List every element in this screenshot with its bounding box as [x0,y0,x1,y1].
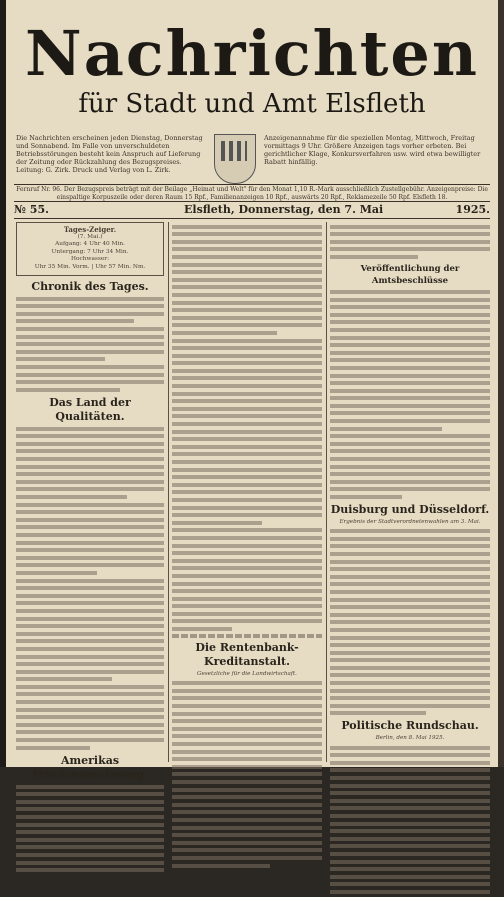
text-line [330,859,490,865]
text-line [330,486,490,492]
text-line [330,410,490,416]
text-line [16,471,164,477]
price-info [16,186,488,201]
text-line [330,604,490,610]
headline-chronik: Chronik des Tages. [31,279,149,293]
text-line [330,805,490,811]
text-line [330,798,490,804]
text-line [16,356,105,362]
text-line [16,296,164,302]
text-line [330,680,490,686]
headline-amtsbeschluesse: Veröffentlichung der Amtsbeschlüsse [360,263,460,286]
text-line [330,828,490,834]
text-line [16,486,164,492]
text-line [16,334,164,340]
text-line [330,297,490,303]
dateline-berlin: Berlin, den 8. Mai 1925. [375,735,445,742]
text-line [16,578,164,584]
text-line [16,654,164,660]
text-line [172,459,322,465]
text-line [172,520,262,526]
text-line [16,494,127,500]
text-line [330,813,490,819]
text-line [16,349,164,355]
text-line [330,479,490,485]
text-line [330,597,490,603]
text-line [16,707,164,713]
text-line [330,635,490,641]
text-line [330,874,490,880]
section-divider [172,634,322,638]
text-line [16,661,164,667]
text-line [172,535,322,541]
text-line [172,787,322,793]
text-line [330,441,490,447]
text-line [330,418,490,424]
text-line [330,790,490,796]
text-line [172,474,322,480]
text-line [330,745,490,751]
text-line [16,623,164,629]
text-line [16,860,164,866]
text-line [172,611,322,617]
text-line [330,642,490,648]
text-line [172,817,322,823]
text-line [172,726,322,732]
text-line [172,262,322,268]
text-line [330,821,490,827]
text-line [172,277,322,283]
text-line [16,646,164,652]
text-line [16,540,164,546]
text-line [330,843,490,849]
text-line [330,703,490,709]
text-line [16,570,97,576]
text-line [172,345,322,351]
header-right-notice: Anzeigenannahme für die speziellen Montag, Mittwoch, Freitag vormittags 9 Uhr. Größere Anzeigen tags vorher erbeten. Bei gerichtlicher Klage, Konkursverfahren usw. wird etwa bewilligter Rabatt hinfällig. [264,134,481,166]
text-line [330,388,490,394]
text-line [172,307,322,313]
text-line [16,479,164,485]
text-line [330,619,490,625]
text-line [172,444,322,450]
sunrise: Aufgang: 4 Uhr 40 Min. [55,241,125,248]
text-line [172,413,322,419]
text-line [16,676,112,682]
coat-of-arms-icon [214,134,256,184]
text-line [16,341,164,347]
text-line [330,304,490,310]
text-line [330,581,490,587]
text-line [16,791,164,797]
text-line [172,558,322,564]
text-line [330,574,490,580]
text-line [330,566,490,572]
newspaper-page [6,0,498,781]
text-line [16,784,164,790]
text-line [330,312,490,318]
text-line [330,627,490,633]
text-line [16,456,164,462]
text-line [172,246,322,252]
headline-politische-rundschau: Politische Rundschau. [341,719,479,733]
text-line [172,421,322,427]
text-line [172,764,322,770]
text-line [330,695,490,701]
text-line [172,269,322,275]
text-line [16,318,134,324]
issue-number: № 55. [14,203,49,216]
text-line [172,467,322,473]
dateline-bottom-rule [14,218,490,219]
text-line [172,254,322,260]
text-line [16,562,164,568]
text-line [16,699,164,705]
text-line [16,532,164,538]
text-line [172,330,277,336]
text-line [330,395,490,401]
text-line [330,752,490,758]
text-line [16,852,164,858]
text-line [16,722,164,728]
text-line [330,589,490,595]
text-line [16,829,164,835]
text-line [172,779,322,785]
scan-right-edge [498,0,504,767]
sunset: Untergang: 7 Uhr 34 Min. [51,248,129,255]
text-line [172,588,322,594]
location-tag: Elsfleth 18. [412,193,448,201]
price-text: Der Bezugspreis beträgt mit der Beilage „Heimat und Welt" für den Monat 1,10 R.-Mark ausschließlich Zustellgebühr. Anzeigenpreise: Die einspaltige Korpuszeile oder deren Raum 15 Rpf., Familienanzeigen 10 Rpf., auswärts 20 Rpf., Reklamezeile 50 Rpf. [56,186,488,201]
headline-amerikas-friedensmahnung: Amerikas Friedensmahnung. [32,753,148,781]
text-line [16,737,164,743]
text-line [330,836,490,842]
text-line [172,284,322,290]
text-line [330,551,490,557]
text-line [330,426,442,432]
text-line [172,550,322,556]
text-line [172,527,322,533]
text-line [330,760,490,766]
text-line [172,832,322,838]
text-line [16,729,164,735]
text-line [172,292,322,298]
text-line [330,231,490,237]
text-line [172,718,322,724]
text-line [172,711,322,717]
text-line [172,231,322,237]
text-line [330,289,490,295]
text-line [172,383,322,389]
headline-rentenbank: Die Rentenbank-Kreditanstalt. [195,641,299,669]
text-line [16,441,164,447]
text-line [16,814,164,820]
masthead-subtitle: für Stadt und Amt Elsfleth [78,89,426,119]
column-3 [330,222,490,897]
text-line [172,603,322,609]
high-water-times: Uhr 35 Min. Vorm. | Uhr 57 Min. Nm. [34,263,146,270]
text-line [172,618,322,624]
text-line [172,695,322,701]
text-line [330,889,490,895]
text-line [330,866,490,872]
text-line [172,398,322,404]
text-line [172,375,322,381]
text-line [16,837,164,843]
dateline-top-rule [14,201,490,202]
text-line [172,497,322,503]
text-line [172,802,322,808]
text-line [172,703,322,709]
text-line [172,482,322,488]
tages-zeiger-title: Tages-Zeiger. [63,225,117,234]
text-line [16,806,164,812]
text-line [330,471,490,477]
text-line [172,749,322,755]
text-line [172,855,322,861]
text-line [172,733,322,739]
text-line [172,825,322,831]
text-line [16,426,164,432]
text-line [172,771,322,777]
text-line [330,350,490,356]
headline-duisburg-duesseldorf: Duisburg und Düsseldorf. [330,503,490,516]
column-rule-1 [168,222,169,762]
text-line [16,867,164,873]
text-line [16,524,164,530]
text-line [330,559,490,565]
text-line [172,406,322,412]
header-divider [14,184,490,185]
subheadline-rentenbank: Gesetzliche für die Landwirtschaft. [197,671,297,678]
text-line [16,844,164,850]
column-1 [16,222,164,875]
text-line [16,822,164,828]
text-line [172,368,322,374]
text-line [16,547,164,553]
text-line [16,509,164,515]
text-line [330,494,402,500]
text-line [16,364,164,370]
text-line [330,254,418,260]
text-line [172,581,322,587]
text-line [330,851,490,857]
text-line [330,612,490,618]
text-line [172,505,322,511]
subheadline-wahlen: Ergebnis der Stadtverordnetenwahlen am 3. Mai. [339,519,481,525]
column-rule-2 [326,222,327,762]
text-line [16,669,164,675]
text-line [172,391,322,397]
tages-zeiger-box [16,222,164,276]
text-line [16,448,164,454]
text-line [330,536,490,542]
text-line [16,303,164,309]
text-line [16,745,90,751]
text-line [330,224,490,230]
text-line [330,433,490,439]
text-line [172,338,322,344]
issue-year: 1925. [455,203,490,216]
text-line [330,650,490,656]
text-line [16,799,164,805]
headline-land-der-qualitaeten: Das Land der Qualitäten. [49,395,131,423]
text-line [172,543,322,549]
text-line [330,783,490,789]
text-line [330,365,490,371]
column-2 [172,222,322,870]
text-line [172,573,322,579]
text-line [16,387,120,393]
text-line [330,657,490,663]
text-line [172,756,322,762]
text-line [330,327,490,333]
text-line [172,489,322,495]
text-line [330,767,490,773]
issue-place-date: Elsfleth, Donnerstag, den 7. Mai [184,203,384,216]
text-line [330,403,490,409]
text-line [330,380,490,386]
text-line [330,775,490,781]
text-line [172,688,322,694]
text-line [172,847,322,853]
text-line [16,684,164,690]
text-line [16,638,164,644]
text-line [16,608,164,614]
text-line [16,616,164,622]
text-line [172,322,322,328]
text-line [330,335,490,341]
text-line [16,593,164,599]
text-line [330,710,426,716]
text-line [172,224,322,230]
text-line [172,315,322,321]
text-line [330,672,490,678]
text-line [16,433,164,439]
text-line [16,311,164,317]
text-line [330,448,490,454]
masthead-title: Nachrichten [25,17,479,90]
text-line [16,555,164,561]
text-line [16,631,164,637]
text-line [330,456,490,462]
text-line [330,543,490,549]
phone-number: Fernruf Nr. 96. [16,186,62,193]
text-line [172,680,322,686]
text-line [330,373,490,379]
text-line [16,714,164,720]
high-water-label: Hochwasser: [70,256,110,263]
text-line [330,342,490,348]
text-line [16,326,164,332]
text-line [172,436,322,442]
text-line [330,528,490,534]
text-line [172,360,322,366]
text-line [172,794,322,800]
text-line [172,353,322,359]
text-line [172,809,322,815]
text-line [172,626,232,632]
text-line [172,451,322,457]
text-line [172,300,322,306]
text-line [330,357,490,363]
text-line [16,502,164,508]
text-line [16,464,164,470]
header-left-notice: Die Nachrichten erscheinen jeden Dienstag, Donnerstag und Sonnabend. Im Falle von unverschuldeten Betriebsstörungen besteht kein Anspruch auf Lieferung der Zeitung oder Rückzahlung des Bezugspreises. Leitung: G. Zirk. Druck und Verlag von L. Zirk. [16,134,203,174]
text-line [16,585,164,591]
text-line [16,600,164,606]
text-line [172,840,322,846]
text-line [330,881,490,887]
text-line [330,319,490,325]
text-line [330,464,490,470]
text-line [172,565,322,571]
text-line [330,239,490,245]
text-line [330,246,490,252]
text-line [172,596,322,602]
text-line [330,665,490,671]
text-line [330,688,490,694]
text-line [16,379,164,385]
text-line [172,863,270,869]
text-line [16,372,164,378]
text-line [172,512,322,518]
text-line [16,691,164,697]
text-line [172,741,322,747]
tages-zeiger-date: (7. Mai.) [77,233,103,240]
text-line [16,517,164,523]
text-line [172,239,322,245]
text-line [172,429,322,435]
